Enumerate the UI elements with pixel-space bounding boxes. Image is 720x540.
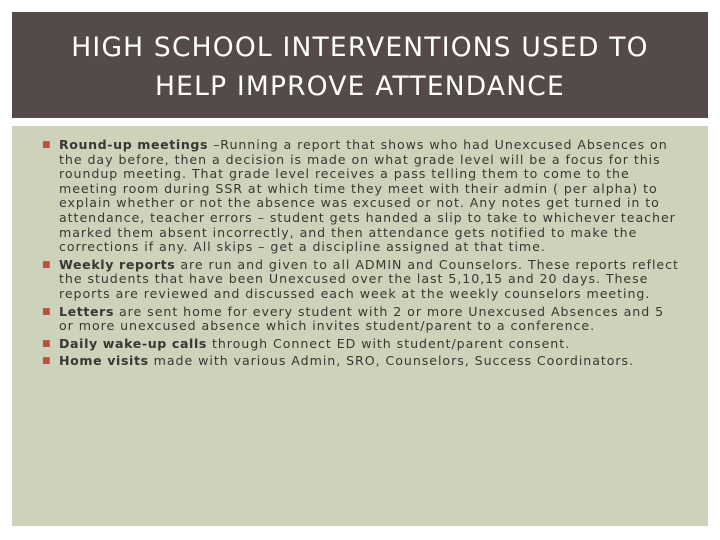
bullet-text: are run and given to all ADMIN and Counselors. These reports reflect the students that have been Unexcused over the last 5,10,15 and 20 days. These reports are reviewed and discussed each week at the weekly counselors meeting. — [59, 256, 679, 301]
square-bullet-icon: ■ — [42, 259, 51, 270]
bullet-text: made with various Admin, SRO, Counselors, Success Coordinators. — [148, 353, 635, 369]
square-bullet-icon: ■ — [42, 356, 51, 367]
bullet-home-visits — [42, 354, 682, 369]
bullet-term: Letters — [59, 303, 115, 319]
square-bullet-icon: ■ — [42, 338, 51, 349]
bullet-list — [42, 138, 682, 369]
bullet-term: Home visits — [59, 353, 149, 369]
bullet-term: Weekly reports — [59, 256, 176, 272]
bullet-round-up-meetings — [42, 138, 682, 255]
bullet-letters — [42, 305, 682, 334]
bullet-text: are sent home for every student with 2 or more Unexcused Absences and 5 or more unexcused absence which invites student/parent to a conference. — [59, 303, 665, 334]
bullet-daily-wake-up-calls — [42, 337, 682, 352]
slide-title: HIGH SCHOOL INTERVENTIONS USED TO HELP IMPROVE ATTENDANCE — [71, 32, 649, 102]
bullet-term: Round-up meetings — [59, 137, 209, 152]
square-bullet-icon: ■ — [42, 306, 51, 317]
bullet-term: Daily wake-up calls — [59, 335, 207, 351]
square-bullet-icon: ■ — [42, 140, 51, 150]
title-bar — [12, 12, 708, 118]
content-panel — [12, 126, 708, 526]
bullet-text: through Connect ED with student/parent consent. — [206, 335, 571, 351]
bullet-text: –Running a report that shows who had Unexcused Absences on the day before, then a decision is made on what grade level will be a focus for this roundup meeting. That grade level receives a pass telling them to come to the meeting room during SSR at which time they meet with their admin ( per alpha) to explain whether or not the absence was excused or not. Any notes get turned in to attendance, teacher errors – student gets handed a slip to take to whichever teacher marked them absent incorrectly, and then attendance gets notified to make the corrections if any. All skips – get a discipline assigned at that time. — [59, 137, 676, 255]
bullet-weekly-reports — [42, 258, 682, 302]
